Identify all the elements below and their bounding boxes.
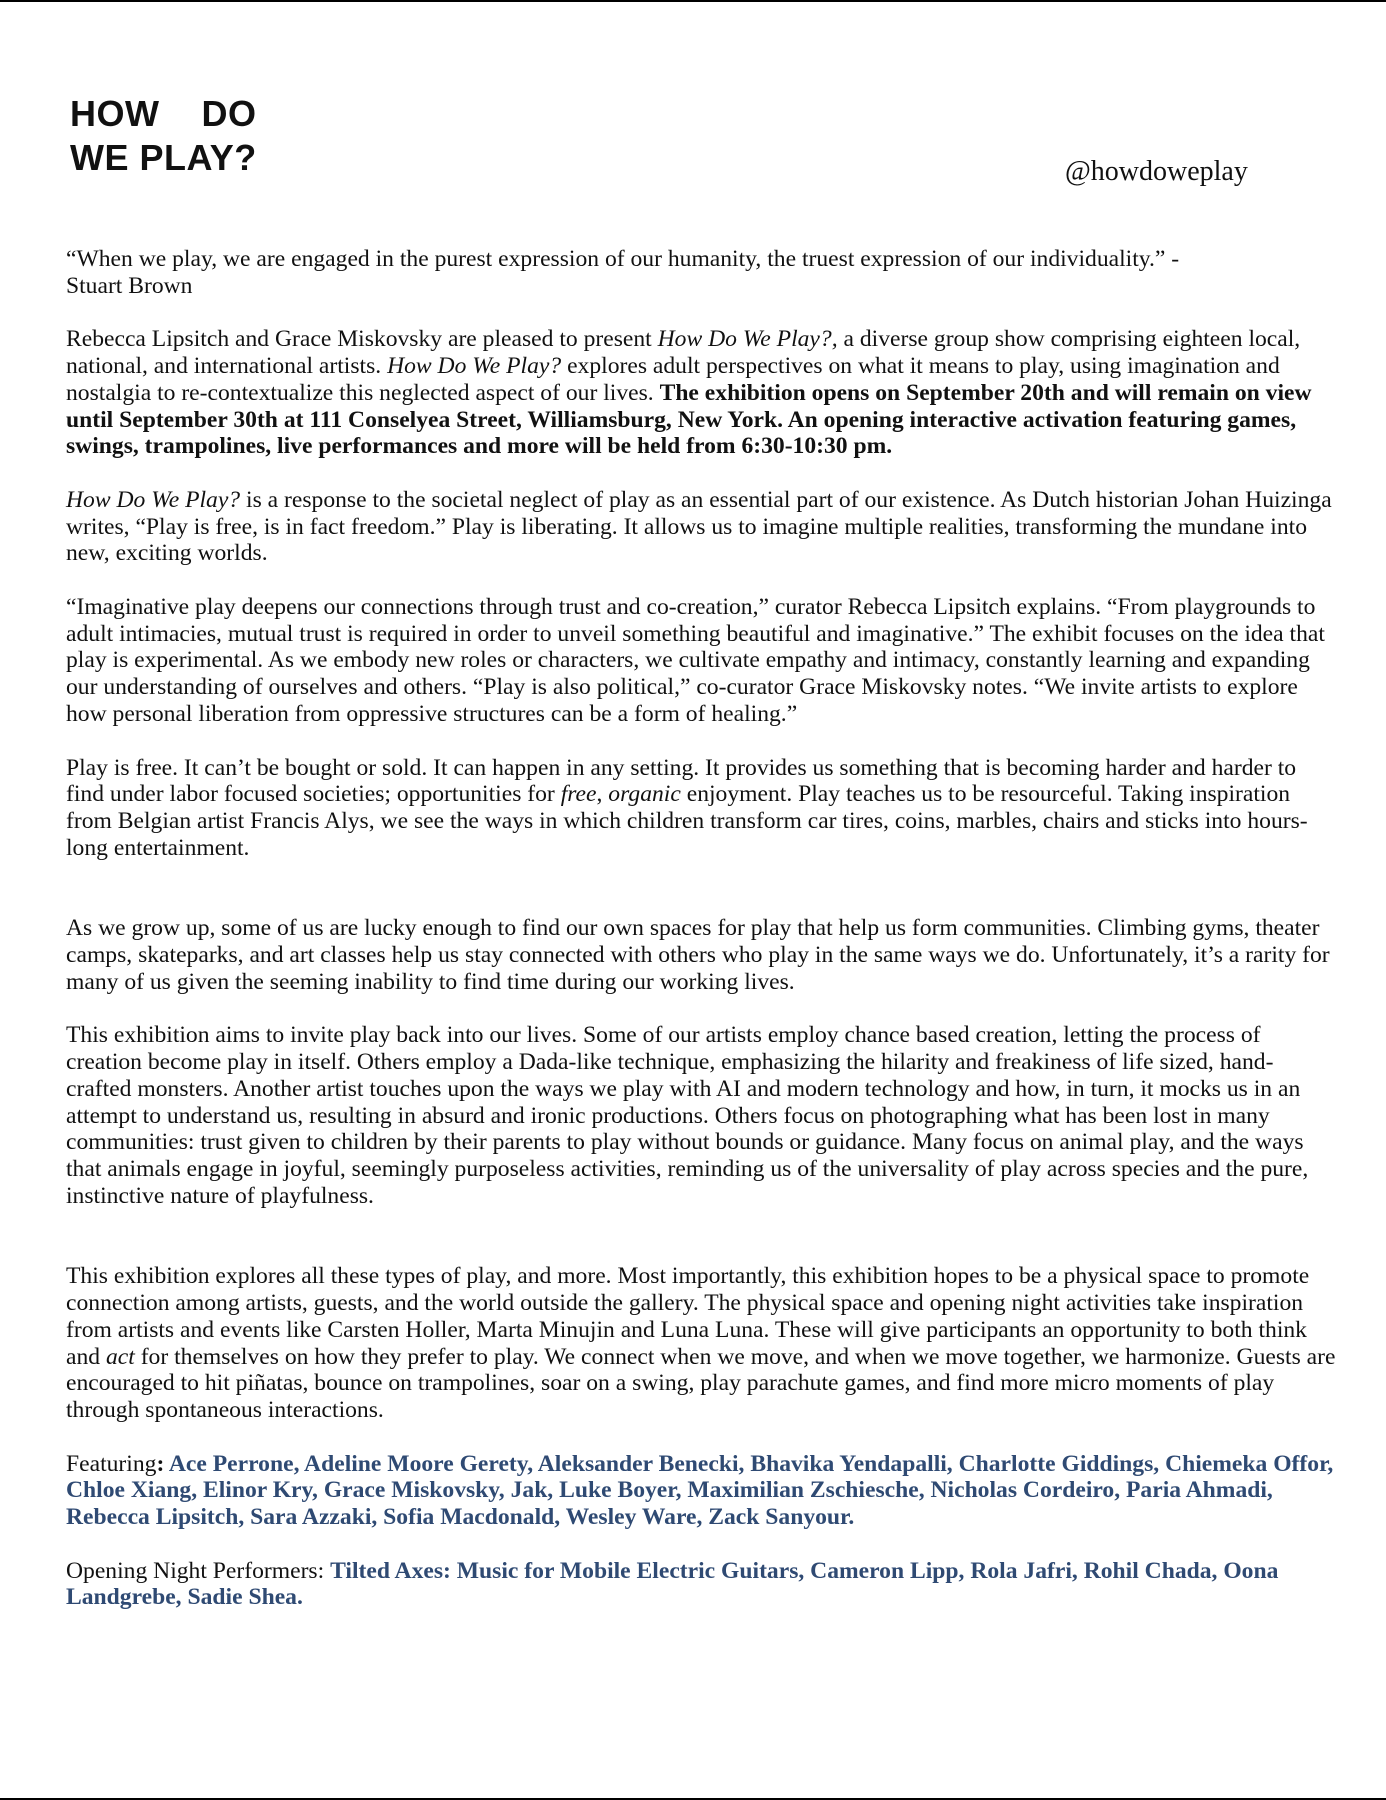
quote-author: Stuart Brown <box>66 272 193 299</box>
free-italic: free <box>560 781 597 808</box>
grow-up-text: As we grow up, some of us are lucky enough to find our own spaces for play that help us form communities. Climbing gyms, theater camps, skateparks, and art classes help us stay connected with others who play in the same ways we do. Unfortunately, it’s a rarity for many of us given the seeming inability to find time during our working lives. <box>66 915 1330 995</box>
explores-paragraph <box>66 1263 1336 1423</box>
act-italic: act <box>105 1343 135 1370</box>
curator-quote-paragraph <box>66 594 1336 728</box>
intro-text-3: explores adult perspectives on what it means to play, using imagination and nostalgia to re-contextualize this neglected aspect of our lives. <box>66 353 1280 406</box>
performers-label: Opening Night Performers: <box>66 1557 331 1584</box>
aims-paragraph <box>66 1022 1336 1209</box>
exhibition-title-italic: How Do We Play? <box>66 486 241 513</box>
featuring-colon: : <box>156 1450 165 1477</box>
intro-text-1: Rebecca Lipsitch and Grace Miskovsky are pleased to present <box>66 326 658 353</box>
intro-text-2: a diverse group show comprising eighteen local, national, and international artists. <box>66 326 1301 380</box>
press-release-body <box>66 246 1336 1638</box>
grow-up-paragraph <box>66 915 1336 995</box>
intro-paragraph <box>66 326 1336 460</box>
explores-text-1: This exhibition explores all these types of play, and more. Most importantly, this exhibition hopes to be a physical space to promote connection among artists, guests, and the world outside the gallery. The physical space and opening night activities take inspiration from artists and events like Carsten Holler, Marta Minujin and Luna Luna. These will give participants an opportunity to both think and <box>66 1263 1310 1370</box>
organic-italic: organic <box>608 781 681 808</box>
exhibition-title-italic: How Do We Play?, <box>657 326 838 353</box>
explores-text-2: for themselves on how they prefer to play. We connect when we move, and when we move together, we harmonize. Guests are encouraged to hit piñatas, bounce on trampolines, soar on a swing, play parachute games, and find more micro moments of play through spontaneous interactions. <box>66 1343 1336 1423</box>
play-is-free-paragraph <box>66 755 1336 862</box>
exhibition-title-italic: How Do We Play? <box>387 353 562 380</box>
featuring-paragraph <box>66 1451 1336 1531</box>
page-title: HOW DO WE PLAY? <box>70 93 257 178</box>
play-free-text-1: Play is free. It can’t be bought or sold. It can happen in any setting. It provides us something that is becoming harder and harder to find under labor focused societies; opportunities for <box>66 754 1297 808</box>
play-free-text-2: enjoyment. Play teaches us to be resourceful. Taking inspiration from Belgian artist Francis Alys, we see the ways in which children transform car tires, coins, marbles, chairs and sticks into hours-long entertainment. <box>66 781 1308 861</box>
quote-text: “When we play, we are engaged in the purest expression of our humanity, the truest expression of our individuality.” - <box>66 246 1180 272</box>
opening-details: The exhibition opens on September 20th and will remain on view until September 30th at 111 Conselyea Street, Williamsburg, New York. An opening interactive activation featuring games, swings, trampolines, live performances and more will be held from 6:30-10:30 pm. <box>66 379 1312 460</box>
performers-paragraph <box>66 1558 1336 1611</box>
separator: , <box>596 781 609 808</box>
featuring-label: Featuring <box>66 1450 157 1477</box>
social-handle: @howdoweplay <box>1065 156 1248 187</box>
aims-text: This exhibition aims to invite play back into our lives. Some of our artists employ chance based creation, letting the process of creation become play in itself. Others employ a Dada-like technique, emphasizing the hilarity and freakiness of life sized, hand-crafted monsters. Another artist touches upon the ways we play with AI and modern technology and how, in turn, it mocks us in an attempt to understand us, resulting in absurd and ironic productions. Others focus on photographing what has been lost in many communities: trust given to children by their parents to play without bounds or guidance. Many focus on animal play, and the ways that animals engage in joyful, seemingly purposeless activities, reminding us of the universality of play across species and the pure, instinctive nature of playfulness. <box>66 1022 1309 1209</box>
response-paragraph <box>66 487 1336 567</box>
curator-quote-text: “Imaginative play deepens our connections through trust and co-creation,” curator Rebecca Lipsitch explains. “From playgrounds to adult intimacies, mutual trust is required in order to unveil something beautiful and imaginative.” The exhibit focuses on the idea that play is experimental. As we embody new roles or characters, we cultivate empathy and intimacy, constantly learning and expanding our understanding of ourselves and others. “Play is also political,” co-curator Grace Miskovsky notes. “We invite artists to explore how personal liberation from oppressive structures can be a form of healing.” <box>66 594 1325 727</box>
response-text: is a response to the societal neglect of play as an essential part of our existence. As Dutch historian Johan Huizinga writes, “Play is free, is in fact freedom.” Play is liberating. It allows us to imagine multiple realities, transforming the mundane into new, exciting worlds. <box>66 486 1332 567</box>
quote-paragraph <box>66 246 1336 299</box>
performers-list: Tilted Axes: Music for Mobile Electric Guitars, Cameron Lipp, Rola Jafri, Rohil Chada, Oona Landgrebe, Sadie Shea. <box>66 1557 1279 1611</box>
featured-artists-list: Ace Perrone, Adeline Moore Gerety, Aleksander Benecki, Bhavika Yendapalli, Charlotte Giddings, Chiemeka Offor, Chloe Xiang, Elinor Kry, Grace Miskovsky, Jak, Luke Boyer, Maximilian Zschiesche, Nicholas Cordeiro, Paria Ahmadi, Rebecca Lipsitch, Sara Azzaki, Sofia Macdonald, Wesley Ware, Zack Sanyour. <box>66 1450 1334 1531</box>
